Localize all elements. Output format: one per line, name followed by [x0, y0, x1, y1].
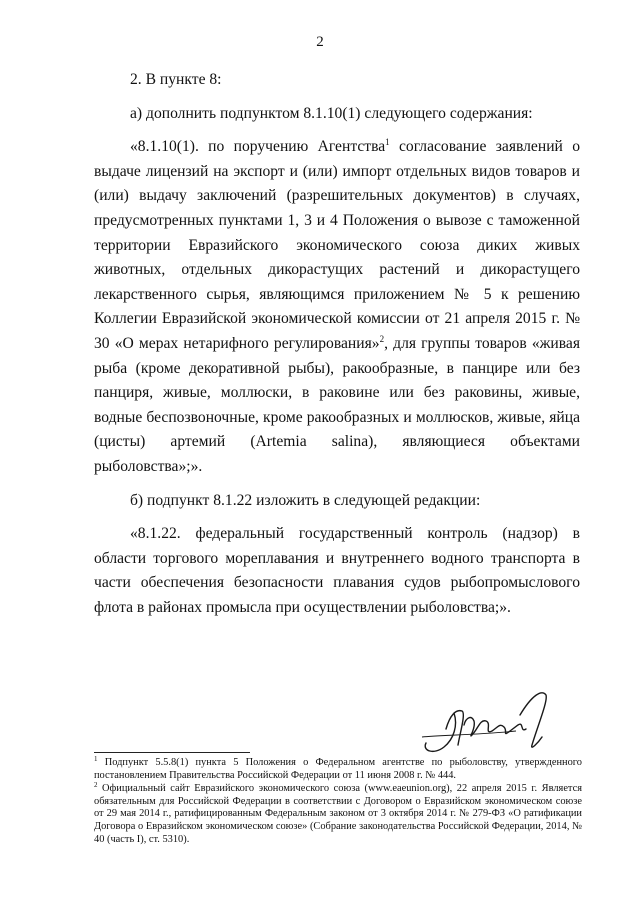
footnote-text: Официальный сайт Евразийского экономического союза (www.eaeunion.org), 22 апреля 2015 г. Является обязательным для Российской Федерации в соответствии с Договором о Евразийском экономическом союзе от 29 мая 2014 г., ратифицированным Федеральным законом от 3 октября 2014 г. № 279-ФЗ «О ратификации Договора о Евразийском экономическом союзе» (Собрание законодательства Российской Федерации, 2014, № 40 (часть I), ст. 5310). — [94, 783, 582, 845]
text-segment: согласование заявлений о выдаче лицензий на экспорт и (или) импорт отдельных видов товаров и (или) выдачу заключений (разрешительных документов) в случаях, предусмотренных пунктами 1, 3 и 4 Положения о вывозе с таможенной территории Евразийского экономического союза диких живых животных, отдельных дикорастущих растений и дикорастущего лекарственного сырья, являющимся приложением № 5 к решению Коллегии Евразийской экономической комиссии от 21 апреля 2015 г. № 30 «О мерах нетарифного регулирования» — [94, 138, 581, 352]
footnote-2 — [94, 783, 582, 846]
page-number: 2 — [316, 34, 324, 50]
paragraph-item-2: 2. В пункте 8: — [130, 71, 222, 88]
footnote-mark: 2 — [94, 781, 98, 790]
footnote-ref-2: 2 — [379, 333, 385, 344]
text-segment: «8.1.10(1). по поручению Агентства — [130, 138, 386, 156]
footnote-1 — [94, 757, 582, 782]
paragraph-8-1-10-1 — [94, 135, 580, 479]
footnote-separator — [94, 752, 250, 753]
document-body — [94, 68, 580, 620]
footnote-mark: 1 — [94, 755, 98, 763]
paragraph-subitem-b: б) подпункт 8.1.22 изложить в следующей редакции: — [130, 491, 481, 509]
footnotes — [94, 757, 582, 847]
paragraph-subitem-a: а) дополнить подпунктом 8.1.10(1) следующего содержания: — [130, 104, 533, 122]
handwritten-signature — [420, 685, 560, 765]
paragraph-8-1-22: «8.1.22. федеральный государственный контроль (надзор) в области торгового мореплавания и внутреннего водного транспорта в части обеспечения безопасности плавания судов рыбопромыслового флота в районах промысла при осуществлении рыболовства;». — [94, 525, 580, 616]
footnote-ref-1: 1 — [385, 137, 390, 148]
footnote-text: Подпункт 5.5.8(1) пункта 5 Положения о Федеральном агентстве по рыболовству, утвержденного постановлением Правительства Российской Федерации от 11 июня 2008 г. № 444. — [94, 757, 582, 781]
text-segment: , для группы товаров «живая рыба (кроме декоративной рыбы), ракообразные, в панцире или без панциря, живые, моллюски, в раковине или без раковины, живые, водные беспозвоночные, кроме ракообразных и моллюсков, живые, яйца (цисты) артемий (Artemia salina), являющиеся объектами рыболовства»;». — [94, 334, 580, 475]
